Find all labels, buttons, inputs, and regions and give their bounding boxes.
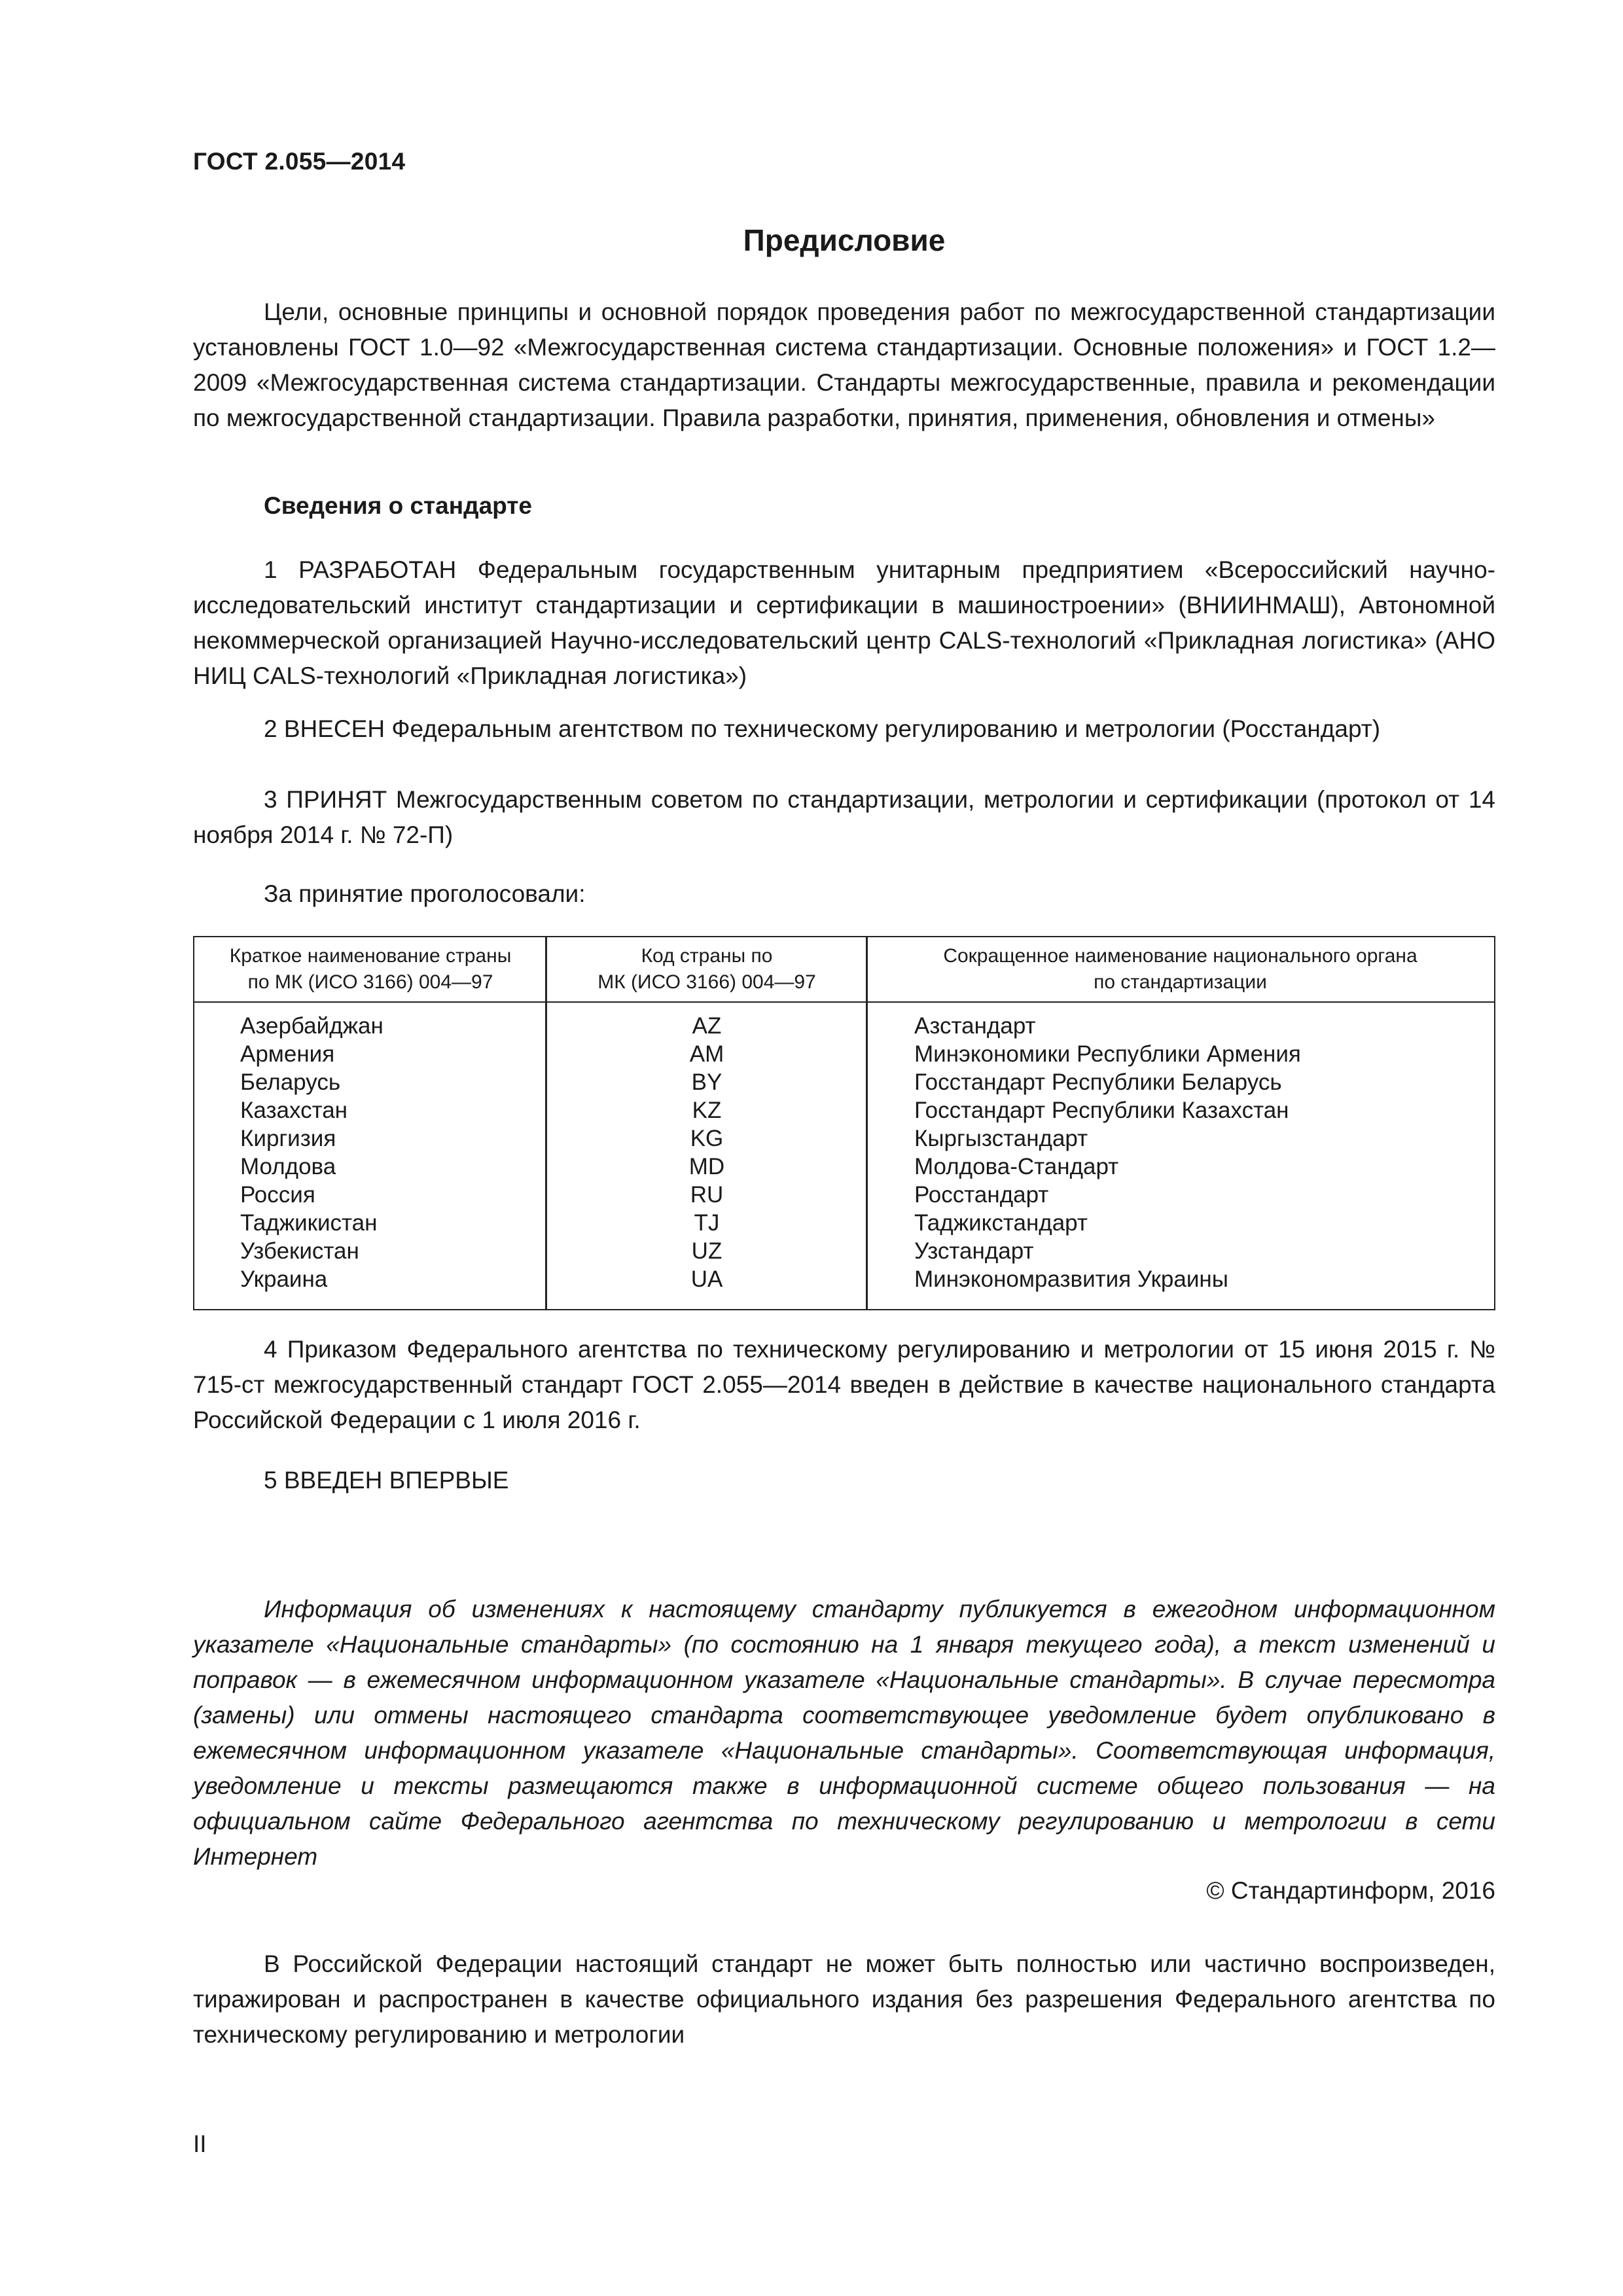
item-3-paragraph: 3 ПРИНЯТ Межгосударственным советом по стандартизации, метрологии и сертификации (протокол от 14 ноября 2014 г. № 72-П) [193,786,1495,848]
code-cell: UZ [691,1238,722,1264]
code-cell: TJ [694,1210,720,1236]
country-cell: Киргизия [240,1126,336,1151]
info-heading: Сведения о стандарте [264,492,532,519]
table-row [194,1237,1494,1265]
table-row [194,1096,1494,1124]
standard-code: ГОСТ 2.055—2014 [193,148,406,175]
item-2-section [193,711,1495,747]
notice-paragraph: Информация об изменениях к настоящему стандарту публикуется в ежегодном информационном указателе «Национальные стандарты» (по состоянию на 1 января текущего года), а текст изменений и поправок — в ежемесячном информационном указателе «Национальные стандарты». В случае пересмотра (замены) или отмены настоящего стандарта соответствующее уведомление будет опубликовано в ежемесячном информационном указателе «Национальные стандарты». Соответствующая информация, уведомление и тексты размещаются также в информационной системе общего пользования — на официальном сайте Федерального агентства по техническому регулированию и метрологии в сети Интернет [193,1596,1495,1870]
table-row [194,1012,1494,1040]
body-cell: Узстандарт [914,1238,1034,1264]
item-1-paragraph: 1 РАЗРАБОТАН Федеральным государственным унитарным предприятием «Всероссийский научно-исследовательский институт стандартизации и сертификации в машиностроении» (ВНИИНМАШ), Автономной некоммерческой организацией Научно-исследовательский центр CALS-технологий «Прикладная логистика» (АНО НИЦ CALS-технологий «Прикладная логистика») [193,556,1495,689]
header-country-name-line2: по МК (ИСО 3166) 004—97 [247,971,493,993]
code-cell: UA [690,1266,723,1292]
code-cell: AM [689,1041,724,1067]
intro-paragraph: Цели, основные принципы и основной порядок проведения работ по межгосударственной стандартизации установлены ГОСТ 1.0—92 «Межгосударственная система стандартизации. Основные положения» и ГОСТ 1.2—2009 «Межгосударственная система стандартизации. Стандарты межгосударственные, правила и рекомендации по межгосударственной стандартизации. Правила разработки, принятия, применения, обновления и отмены» [193,298,1495,431]
country-cell: Молдова [240,1154,336,1179]
body-cell: Азстандарт [914,1013,1036,1039]
code-cell: AZ [692,1013,722,1039]
table-row [194,1265,1494,1293]
table-row [194,1181,1494,1209]
body-cell: Минэкономики Республики Армения [914,1041,1301,1067]
country-cell: Беларусь [240,1069,341,1095]
header-country-name [194,937,546,1001]
table-row [194,1040,1494,1068]
body-cell: Госстандарт Республики Казахстан [914,1098,1289,1123]
header-country-name-line1: Краткое наименование страны [229,945,512,967]
header-country-code-line1: Код страны по [641,945,773,967]
body-cell: Кыргызстандарт [914,1126,1088,1151]
header-national-body-line2: по стандартизации [1094,971,1267,993]
voted-label: За принятие проголосовали: [264,880,586,907]
body-cell: Росстандарт [914,1182,1049,1208]
table-row [194,1068,1494,1096]
header-country-code [546,937,867,1001]
body-cell: Таджикстандарт [914,1210,1088,1236]
item-5-line: 5 ВВЕДЕН ВПЕРВЫЕ [264,1467,509,1494]
intro-section [193,295,1495,436]
country-cell: Узбекистан [240,1238,359,1264]
code-cell: MD [688,1154,725,1179]
table-header [194,937,1494,1003]
code-cell: BY [691,1069,722,1095]
notice-section [193,1592,1495,1874]
table-body [194,1003,1494,1309]
reproduction-section [193,1946,1495,2053]
country-cell: Таджикистан [240,1210,378,1236]
body-cell: Минэкономразвития Украины [914,1266,1228,1292]
header-national-body [867,937,1493,1001]
code-cell: RU [690,1182,724,1208]
body-cell: Госстандарт Республики Беларусь [914,1069,1282,1095]
item-2-paragraph: 2 ВНЕСЕН Федеральным агентством по техническому регулированию и метрологии (Росстандарт) [264,715,1381,742]
country-cell: Азербайджан [240,1013,383,1039]
table-row [194,1209,1494,1237]
code-cell: KG [690,1126,724,1151]
item-1-section [193,552,1495,694]
page-title: Предисловие [743,223,946,257]
table-row [194,1153,1494,1181]
header-country-code-line2: МК (ИСО 3166) 004—97 [597,971,816,993]
item-3-section [193,782,1495,853]
header-national-body-line1: Сокращенное наименование национального органа [943,945,1418,967]
reproduction-paragraph: В Российской Федерации настоящий стандарт не может быть полностью или частично воспроизведен, тиражирован и распространен в качестве официального издания без разрешения Федерального агентства по техническому регулированию и метрологии [193,1950,1495,2048]
item-4-paragraph: 4 Приказом Федерального агентства по техническому регулированию и метрологии от 15 июня 2015 г. № 715-ст межгосударственный стандарт ГОСТ 2.055—2014 введен в действие в качестве национального стандарта Российской Федерации с 1 июля 2016 г. [193,1336,1495,1433]
country-cell: Казахстан [240,1098,348,1123]
page-number: II [193,2130,207,2157]
body-cell: Молдова-Стандарт [914,1154,1119,1179]
code-cell: KZ [692,1098,722,1123]
votes-table [193,936,1495,1310]
country-cell: Армения [240,1041,335,1067]
copyright-line: © Стандартинформ, 2016 [1206,1877,1495,1904]
country-cell: Украина [240,1266,328,1292]
item-4-section [193,1332,1495,1438]
table-row [194,1124,1494,1153]
country-cell: Россия [240,1182,315,1208]
